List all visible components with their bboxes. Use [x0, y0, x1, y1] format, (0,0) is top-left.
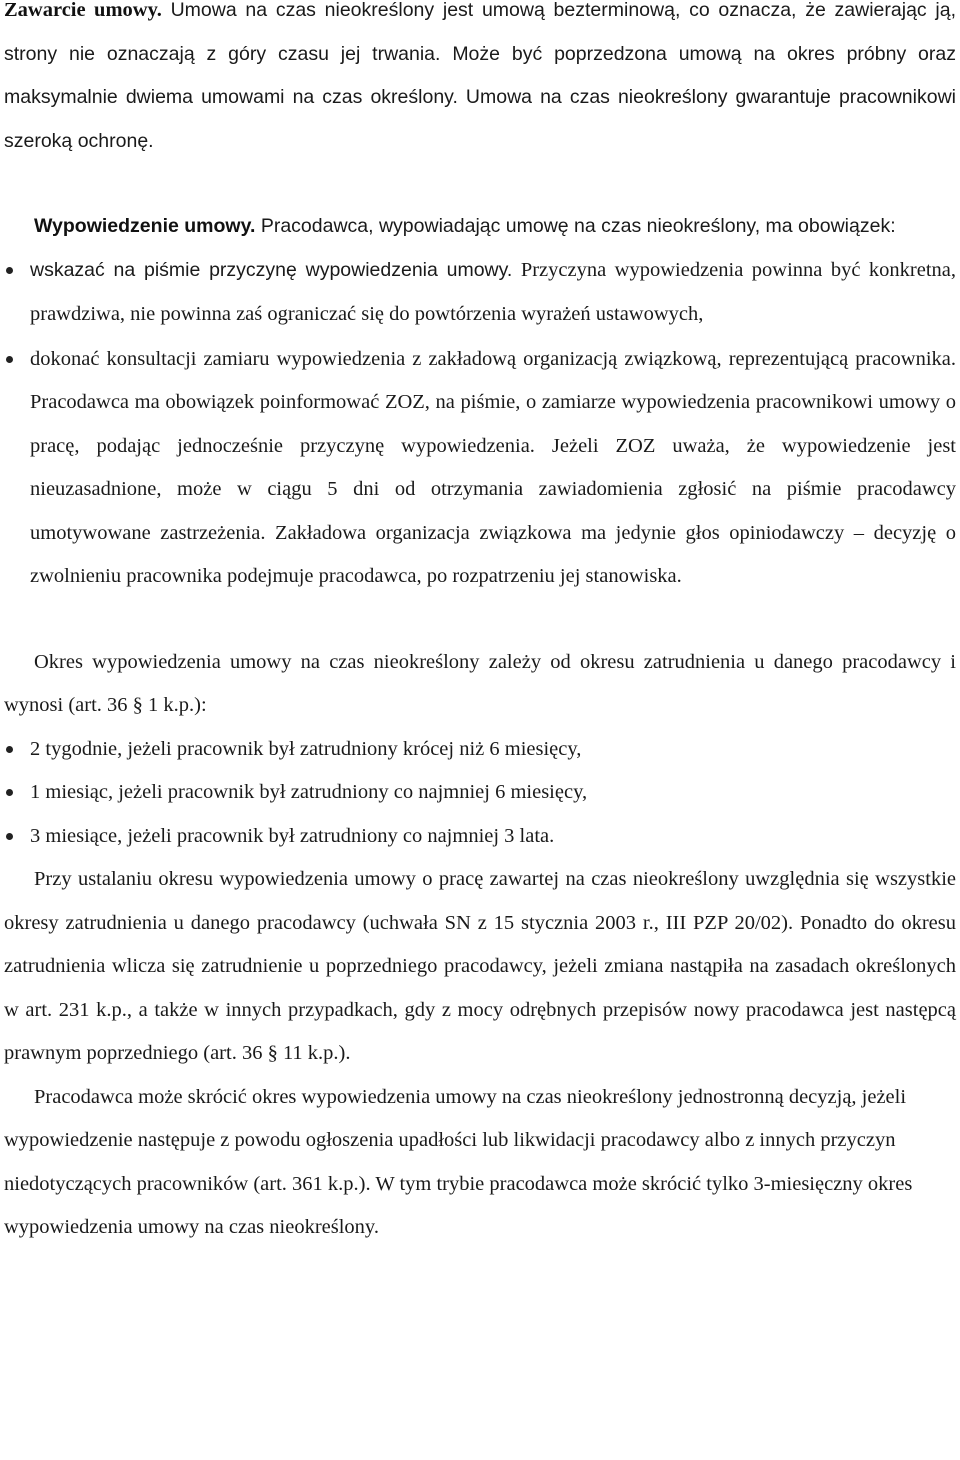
obligation-1-serif: Przyczyna wypowiedzenia powinna być konkretna, prawdziwa, nie powinna zaś ograniczać się do powtórzenia wyrażeń ustawowych, — [30, 258, 956, 325]
obligation-2: dokonać konsultacji zamiaru wypowiedzenia z zakładową organizacją związkową, reprezentującą pracownika. Pracodawca ma obowiązek poinformować ZOZ, na piśmie, o zamiarze wypowiedzenia pracownikowi umowy o pracę, podając jednocześnie przyczynę wypowiedzenia. Jeżeli ZOZ uważa, że wypowiedzenie jest nieuzasadnione, może w ciągu 5 dni od otrzymania zawiadomienia zgłosić na piśmie pracodawcy umotywowane zastrzeżenia. Zakładowa organizacja związkowa ma jedynie głos opiniodawczy – decyzję o zwolnieniu pracownika podejmuje pracodawca, po rozpatrzeniu jej stanowiska. — [30, 347, 956, 587]
heading-contract: Zawarcie umowy. — [4, 0, 162, 21]
heading-notice: Wypowiedzenie umowy. — [34, 215, 256, 237]
list-item — [4, 771, 956, 815]
paragraph-period-shortening: Pracodawca może skrócić okres wypowiedzenia umowy na czas nieokreślony jednostronną decyzją, jeżeli wypowiedzenie następuje z powodu ogłoszenia upadłości lub likwidacji pracodawcy albo z innych przyczyn niedotyczących pracowników (art. 361 k.p.). W tym trybie pracodawca może skrócić tylko 3-miesięczny okres wypowiedzenia umowy na czas nieokreślony. — [4, 1085, 913, 1238]
period-item-2: 1 miesiąc, jeżeli pracownik był zatrudniony co najmniej 6 miesięcy, — [30, 781, 588, 803]
paragraph-contract — [4, 0, 956, 163]
paragraph-notice — [4, 205, 956, 249]
bullet-icon — [6, 833, 13, 840]
list-item — [4, 249, 956, 338]
period-item-3: 3 miesiące, jeżeli pracownik był zatrudniony co najmniej 3 lata. — [30, 824, 555, 847]
text-contract: Umowa na czas nieokreślony jest umową bezterminową, co oznacza, że zawierając ją, strony nie oznaczają z góry czasu jej trwania. Może być poprzedzona umową na okres próbny oraz maksymalnie dwiema umowami na czas określony. Umowa na czas nieokreślony gwarantuje pracownikowi szeroką ochronę. — [4, 0, 956, 152]
bullet-icon — [6, 356, 13, 363]
text-notice: Pracodawca, wypowiadając umowę na czas nieokreślony, ma obowiązek: — [255, 215, 896, 237]
list-item — [4, 728, 956, 772]
period-list — [4, 728, 956, 859]
paragraph-period-rules: Przy ustalaniu okresu wypowiedzenia umowy o pracę zawartej na czas nieokreślony uwzględnia się wszystkie okresy zatrudnienia u danego pracodawcy (uchwała SN z 15 stycznia 2003 r., III PZP 20/02). Ponadto do okresu zatrudnienia wlicza się zatrudnienie u poprzedniego pracodawcy, jeżeli zmiana nastąpiła na zasadach określonych w art. 231 k.p., a także w innych przypadkach, gdy z mocy odrębnych przepisów nowy pracodawca jest następcą prawnym poprzedniego (art. 36 § 11 k.p.). — [4, 868, 956, 1064]
list-item — [4, 815, 956, 859]
bullet-icon — [6, 267, 13, 274]
notice-obligations-list — [4, 249, 956, 599]
obligation-1-sans: wskazać na piśmie przyczynę wypowiedzenia umowy. — [30, 258, 513, 281]
list-item — [4, 338, 956, 599]
paragraph-period-intro: Okres wypowiedzenia umowy na czas nieokreślony zależy od okresu zatrudnienia u danego pracodawcy i wynosi (art. 36 § 1 k.p.): — [4, 650, 956, 716]
bullet-icon — [6, 789, 13, 796]
bullet-icon — [6, 746, 13, 753]
period-item-1: 2 tygodnie, jeżeli pracownik był zatrudniony krócej niż 6 miesięcy, — [30, 737, 582, 760]
